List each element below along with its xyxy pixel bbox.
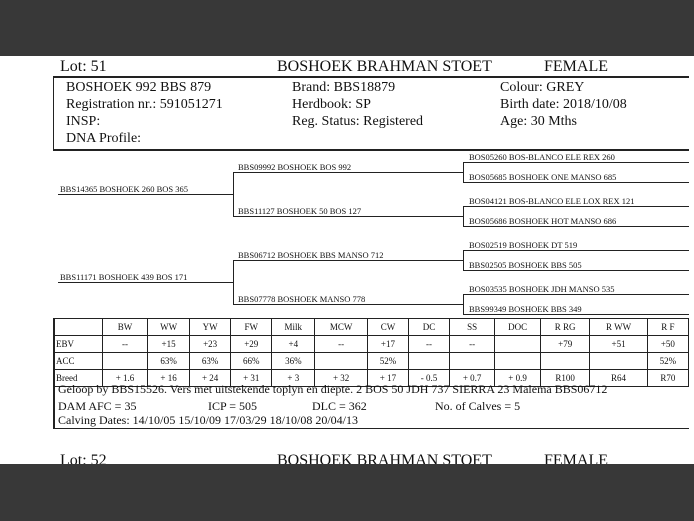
table-cell: +17 (367, 336, 408, 353)
sire-dam: BBS11127 BOSHOEK 50 BOS 127 (238, 206, 362, 216)
comment-text: Geloop by BBS15526. Vers met uitstekende toplyn en diepte. 2 BOS 50 JDH 737 SIERRA 23 Malema BBS06712 (58, 382, 608, 396)
table-cell: -- (315, 336, 368, 353)
gen3-ancestor: BOS02519 BOSHOEK DT 519 (469, 240, 578, 250)
dam-sire: BBS06712 BOSHOEK BBS MANSO 712 (238, 250, 384, 260)
age: Age: 30 Mths (500, 114, 577, 129)
table-cell: + 0.7 (450, 370, 495, 387)
g3-line-3 (463, 206, 689, 207)
table-cell: + 32 (315, 370, 368, 387)
table-cell: 36% (272, 353, 315, 370)
sire-sire-line (233, 172, 463, 173)
table-cell (495, 336, 541, 353)
row-label: EBV (54, 336, 103, 353)
no-of-calves: No. of Calves = 5 (435, 399, 521, 413)
table-cell (590, 353, 648, 370)
table-header: FW (231, 319, 272, 336)
table-header: BW (103, 319, 148, 336)
brand: Brand: BBS18879 (292, 80, 396, 95)
ss-bracket (463, 162, 464, 182)
table-cell: R70 (647, 370, 688, 387)
gen3-ancestor: BOS03535 BOSHOEK JDH MANSO 535 (469, 284, 615, 294)
acc-row (54, 353, 689, 370)
g3-line-7 (463, 294, 689, 295)
table-header: SS (450, 319, 495, 336)
calving-dates: Calving Dates: 14/10/05 15/10/09 17/03/29 18/10/08 20/04/13 (58, 413, 358, 427)
lot-document (0, 56, 694, 464)
table-cell: +23 (190, 336, 231, 353)
gen3-ancestor: BOS05686 BOSHOEK HOT MANSO 686 (469, 216, 617, 226)
table-cell: + 31 (231, 370, 272, 387)
dam-afc: DAM AFC = 35 (58, 399, 137, 413)
g3-line-4 (463, 226, 689, 227)
table-cell (408, 353, 449, 370)
table-cell: -- (408, 336, 449, 353)
dam: BBS11171 BOSHOEK 439 BOS 171 (60, 272, 188, 282)
reg-status: Reg. Status: Registered (292, 114, 424, 129)
g3-line-8 (463, 314, 689, 315)
info-left-border (53, 78, 54, 149)
table-cell: + 24 (190, 370, 231, 387)
sire-dam-line (233, 216, 463, 217)
table-cell: +29 (231, 336, 272, 353)
lot-title: BOSHOEK BRAHMAN STOET (277, 58, 492, 75)
dam-dam-line (233, 304, 463, 305)
table-cell: 66% (231, 353, 272, 370)
registration: Registration nr.: 591051271 (66, 97, 223, 112)
table-cell (315, 353, 368, 370)
header-rule (53, 76, 689, 78)
dam-bracket (233, 260, 234, 304)
table-header: WW (148, 319, 190, 336)
g3-line-2 (463, 182, 689, 183)
table-cell: + 1.6 (103, 370, 148, 387)
table-cell (450, 353, 495, 370)
birth-date: Birth date: 2018/10/08 (500, 97, 627, 112)
table-header: DOC (495, 319, 541, 336)
dam-line (58, 282, 233, 283)
table-cell: 63% (148, 353, 190, 370)
info-rule (53, 149, 689, 151)
ebv-header-row (54, 319, 689, 336)
table-cell: +15 (148, 336, 190, 353)
gen3-ancestor: BOS04121 BOS-BLANCO ELE LOX REX 121 (469, 196, 635, 206)
herdbook: Herdbook: SP (292, 97, 371, 112)
gen3-ancestor: BOS05685 BOSHOEK ONE MANSO 685 (469, 172, 617, 182)
dd-bracket (463, 294, 464, 314)
table-left-border (53, 318, 55, 428)
table-cell: 52% (647, 353, 688, 370)
sire-bracket (233, 172, 234, 216)
next-lot-title: BOSHOEK BRAHMAN STOET (277, 452, 492, 464)
sd-bracket (463, 206, 464, 226)
sire-sire: BBS09992 BOSHOEK BOS 992 (238, 162, 352, 172)
table-cell: +50 (647, 336, 688, 353)
table-header: R F (647, 319, 688, 336)
next-lot-label: Lot: 52 (60, 452, 107, 464)
table-cell: +4 (272, 336, 315, 353)
table-cell: -- (103, 336, 148, 353)
g3-line-5 (463, 250, 689, 251)
lot-sex: FEMALE (544, 58, 608, 75)
table-header: R WW (590, 319, 648, 336)
table-cell: +51 (590, 336, 648, 353)
table-cell: 63% (190, 353, 231, 370)
notes-bottom-rule (53, 428, 689, 429)
table-cell (54, 319, 103, 336)
gen3-ancestor: BBS02505 BOSHOEK BBS 505 (469, 260, 582, 270)
table-cell: + 17 (367, 370, 408, 387)
icp: ICP = 505 (208, 399, 257, 413)
table-cell (541, 353, 590, 370)
g3-line-1 (463, 162, 689, 163)
row-label: ACC (54, 353, 103, 370)
table-header: DC (408, 319, 449, 336)
dna-profile: DNA Profile: (66, 131, 142, 146)
gen3-ancestor: BOS05260 BOS-BLANCO ELE REX 260 (469, 152, 615, 162)
table-cell: R100 (541, 370, 590, 387)
top-dark-bar (0, 0, 694, 56)
ebv-row (54, 336, 689, 353)
bottom-dark-bar (0, 464, 694, 521)
table-cell: - 0.5 (408, 370, 449, 387)
dam-dam: BBS07778 BOSHOEK MANSO 778 (238, 294, 366, 304)
colour: Colour: GREY (500, 80, 585, 95)
table-cell: 52% (367, 353, 408, 370)
sire: BBS14365 BOSHOEK 260 BOS 365 (60, 184, 188, 194)
table-header: MCW (315, 319, 368, 336)
gen3-ancestor: BBS99349 BOSHOEK BBS 349 (469, 304, 582, 314)
dlc: DLC = 362 (312, 399, 367, 413)
ebv-table (53, 318, 689, 387)
next-lot-sex: FEMALE (544, 452, 608, 464)
table-cell: +79 (541, 336, 590, 353)
table-header: YW (190, 319, 231, 336)
table-cell (495, 353, 541, 370)
table-header: Milk (272, 319, 315, 336)
row-label: Breed (54, 370, 103, 387)
table-cell: R64 (590, 370, 648, 387)
table-header: R RG (541, 319, 590, 336)
g3-line-6 (463, 270, 689, 271)
table-cell: + 3 (272, 370, 315, 387)
sire-line (58, 194, 233, 195)
table-cell: + 0.9 (495, 370, 541, 387)
table-cell: -- (450, 336, 495, 353)
table-cell (103, 353, 148, 370)
ds-bracket (463, 250, 464, 270)
animal-name: BOSHOEK 992 BBS 879 (66, 80, 212, 95)
lot-label: Lot: 51 (60, 58, 107, 75)
dam-sire-line (233, 260, 463, 261)
insp: INSP: (66, 114, 101, 129)
table-cell: + 16 (148, 370, 190, 387)
table-header: CW (367, 319, 408, 336)
